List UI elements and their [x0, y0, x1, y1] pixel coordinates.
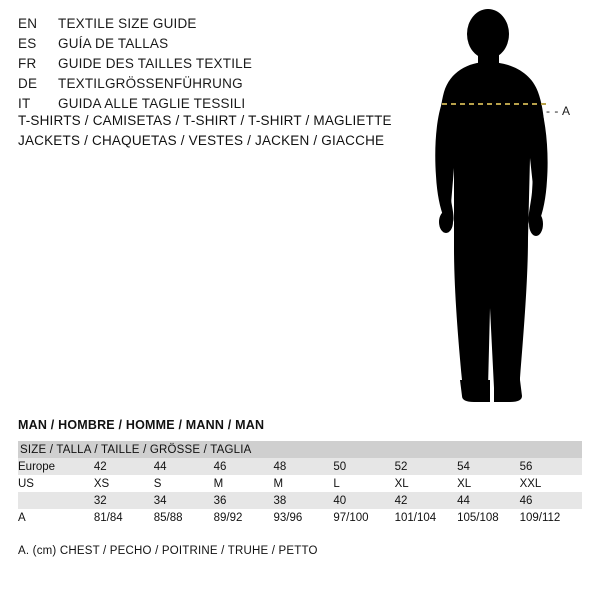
- cell: 109/112: [519, 511, 561, 524]
- language-code: DE: [18, 76, 38, 91]
- language-list: [18, 16, 378, 116]
- category-tshirts: T-SHIRTS / CAMISETAS / T-SHIRT / T-SHIRT / MAGLIETTE: [18, 113, 392, 128]
- table-row: [18, 509, 582, 526]
- table-footnote: A. (cm) CHEST / PECHO / POITRINE / TRUHE / PETTO: [18, 545, 318, 557]
- cell: 81/84: [93, 511, 123, 524]
- cell: 46: [519, 494, 533, 507]
- cell: 48: [273, 460, 287, 473]
- category-list: [18, 111, 438, 151]
- cell: 42: [394, 494, 408, 507]
- cell: 34: [153, 494, 167, 507]
- cell: 89/92: [213, 511, 243, 524]
- cell: XL: [394, 477, 409, 490]
- cell: 56: [519, 460, 533, 473]
- language-text: GUÍA DE TALLAS: [58, 36, 169, 51]
- cell: XXL: [519, 477, 542, 490]
- cell: 93/96: [273, 511, 303, 524]
- category-jackets: JACKETS / CHAQUETAS / VESTES / JACKEN / GIACCHE: [18, 133, 385, 148]
- cell: M: [273, 477, 284, 490]
- cell: S: [153, 477, 162, 490]
- row-label: A: [18, 511, 26, 524]
- cell: 52: [394, 460, 408, 473]
- language-text: GUIDE DES TAILLES TEXTILE: [58, 56, 253, 71]
- language-text: TEXTILGRÖSSENFÜHRUNG: [58, 76, 243, 91]
- cell: XS: [93, 477, 110, 490]
- cell: 54: [457, 460, 470, 473]
- language-code: ES: [18, 36, 37, 51]
- cell: 44: [457, 494, 470, 507]
- language-row: [18, 36, 378, 56]
- table-header-row: [18, 441, 582, 458]
- figure-illustration: [410, 8, 600, 408]
- cell: 97/100: [333, 511, 369, 524]
- cell: 42: [93, 460, 107, 473]
- table-row: [18, 458, 582, 475]
- language-code: EN: [18, 16, 38, 31]
- section-heading-man: MAN / HOMBRE / HOMME / MANN / MAN: [18, 418, 265, 432]
- language-text: GUIDA ALLE TAGLIE TESSILI: [58, 96, 246, 111]
- cell: L: [333, 477, 340, 490]
- cell: XL: [457, 477, 472, 490]
- cell: 50: [333, 460, 347, 473]
- language-row: [18, 56, 378, 76]
- row-label: US: [18, 477, 34, 490]
- language-code: IT: [18, 96, 31, 111]
- measure-label-a: - - A: [546, 104, 571, 118]
- cell: M: [213, 477, 224, 490]
- cell: 105/108: [457, 511, 499, 524]
- row-label: [18, 492, 94, 509]
- cell: 44: [153, 460, 167, 473]
- cell: 38: [273, 494, 287, 507]
- cell: 40: [333, 494, 347, 507]
- male-silhouette-icon: [410, 8, 600, 408]
- language-text: TEXTILE SIZE GUIDE: [58, 16, 197, 31]
- cell: 32: [93, 494, 107, 507]
- cell: 101/104: [394, 511, 437, 524]
- row-label: Europe: [18, 460, 56, 473]
- language-row: [18, 76, 378, 96]
- cell: 46: [213, 460, 227, 473]
- cell: 85/88: [153, 511, 183, 524]
- table-row: [18, 475, 582, 492]
- table-header-label: SIZE / TALLA / TAILLE / GRÖSSE / TAGLIA: [20, 443, 252, 456]
- language-row: [18, 16, 378, 36]
- table-row: [18, 492, 582, 509]
- language-code: FR: [18, 56, 37, 71]
- cell: 36: [213, 494, 227, 507]
- size-table: [18, 441, 582, 526]
